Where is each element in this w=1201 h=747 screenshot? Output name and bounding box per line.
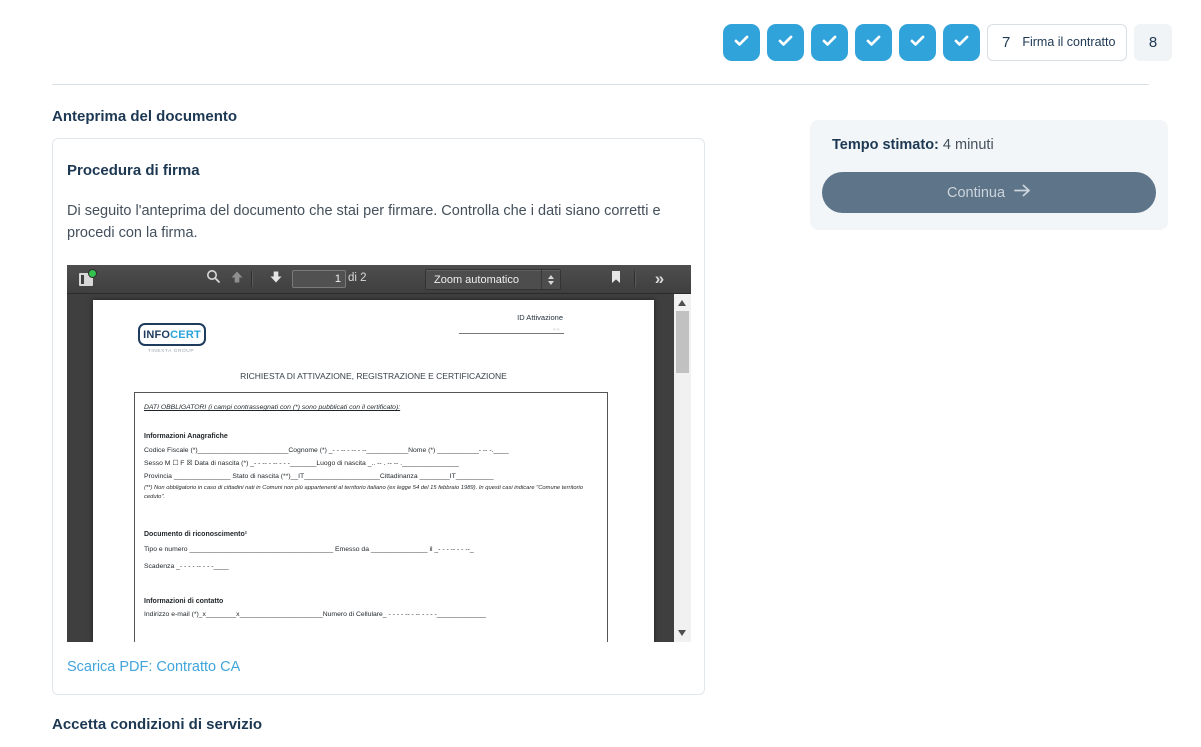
step-completed-5[interactable] <box>899 24 936 61</box>
step-current-7[interactable] <box>987 24 1127 61</box>
continue-label: Continua <box>946 184 1006 201</box>
form-line: Sesso M ☐ F ☒ Data di nascita (*) _- - -- - -- - - -_______Luogo di nascita _.. -- . -- -- ._______________ <box>144 460 459 467</box>
form-line: Informazioni di contatto <box>144 598 224 605</box>
arrow-right-icon <box>1014 184 1031 201</box>
notification-dot <box>88 269 97 278</box>
search-icon <box>206 269 221 289</box>
bookmark-icon <box>610 270 622 289</box>
check-icon <box>732 31 751 55</box>
doc-id-label: ID Attivazione <box>517 313 563 322</box>
bookmark-button[interactable] <box>605 265 627 293</box>
check-icon <box>908 31 927 55</box>
page-number-input[interactable] <box>292 270 346 288</box>
check-icon <box>820 31 839 55</box>
form-line: Documento di riconoscimento¹ <box>144 531 248 538</box>
infocert-logo: INFO CERT <box>138 323 206 346</box>
next-page-button[interactable] <box>265 265 287 293</box>
form-line: DATI OBBLIGATORI (i campi contrassegnati con (*) sono pubblicati con il certificato): <box>144 404 401 411</box>
pdf-scrollbar[interactable] <box>674 294 691 642</box>
card-title: Procedura di firma <box>67 162 200 179</box>
accept-heading: Accetta condizioni di servizio <box>52 716 263 733</box>
check-icon <box>776 31 795 55</box>
search-button[interactable] <box>202 265 224 293</box>
form-line: (**) Non obbligatorio in caso di cittadini nati in Comuni non più appartenenti al territorio italiano (ex legge 54 del 15 febbraio 1989). In questi casi indicare "Comune territorio ceduto". <box>144 485 584 500</box>
toolbar-divider <box>251 271 252 287</box>
estimated-time <box>832 137 1156 153</box>
step-completed-6[interactable] <box>943 24 980 61</box>
arrow-down-icon <box>269 270 283 289</box>
form-line: Tipo e numero ______________________________________ Emesso da _______________ il _- - - -- - - --_ <box>144 546 474 553</box>
main-content <box>52 108 705 746</box>
doc-title: RICHIESTA DI ATTIVAZIONE, REGISTRAZIONE E CERTIFICAZIONE <box>240 371 507 381</box>
zoom-level-select[interactable] <box>425 269 561 290</box>
pdf-content-area <box>67 294 691 642</box>
header-divider <box>52 84 1149 85</box>
step-next-8[interactable]: 8 <box>1134 24 1172 61</box>
doc-form-box <box>134 392 608 642</box>
side-panel <box>810 120 1168 230</box>
logo-subtext: TINEXTA GROUP <box>147 349 195 354</box>
zoom-level-value: Zoom automatico <box>434 273 519 286</box>
toolbar-divider <box>634 271 635 287</box>
select-spinner-icon <box>541 270 560 289</box>
step-completed-1[interactable] <box>723 24 760 61</box>
form-line: Informazioni Anagrafiche <box>144 433 228 440</box>
check-icon <box>864 31 883 55</box>
step-completed-2[interactable] <box>767 24 804 61</box>
pdf-toolbar <box>67 265 691 294</box>
arrow-up-icon <box>230 270 244 289</box>
page-count-label: di 2 <box>348 272 367 284</box>
more-tools-button[interactable]: » <box>654 269 664 288</box>
download-pdf-link[interactable]: Scarica PDF: Contratto CA <box>67 659 241 675</box>
form-line: Scadenza _- - - - -- - - -____ <box>144 563 229 570</box>
continue-button[interactable] <box>822 172 1156 213</box>
step-completed-3[interactable] <box>811 24 848 61</box>
pdf-viewer <box>67 265 691 641</box>
scroll-up-icon[interactable] <box>678 300 686 306</box>
estimated-time-value: 4 minuti <box>942 137 994 153</box>
signature-card <box>52 138 705 695</box>
estimated-time-label: Tempo stimato: <box>832 137 939 153</box>
check-icon <box>952 31 971 55</box>
form-line: Indirizzo e-mail (*)_x________x______________________Numero di Cellulare_ - - - - -- - -- - - - -_____________ <box>144 611 486 618</box>
step-number: 7 <box>1002 34 1011 51</box>
scroll-down-icon[interactable] <box>678 630 686 636</box>
pdf-page <box>93 300 654 642</box>
step-label: Firma il contratto <box>1022 35 1116 50</box>
card-description: Di seguito l'anteprima del documento che stai per firmare. Controlla che i dati siano corretti e procedi con la firma. <box>67 203 661 241</box>
previous-page-button[interactable] <box>227 265 247 293</box>
step-completed-4[interactable] <box>855 24 892 61</box>
stepper <box>723 24 1172 61</box>
doc-id-redacted: - - <box>553 327 559 333</box>
scrollbar-thumb[interactable] <box>676 311 689 373</box>
form-line: Codice Fiscale (*)________________________Cognome (*) _- - -- - -- - --___________Nome (*) ___________- -- -.____ <box>144 447 509 454</box>
form-line: Provincia _______________ Stato di nascita (**)__IT____________________Cittadinanza ________IT__________ <box>144 473 494 480</box>
preview-heading: Anteprima del documento <box>52 108 238 125</box>
doc-id-line <box>459 333 564 334</box>
